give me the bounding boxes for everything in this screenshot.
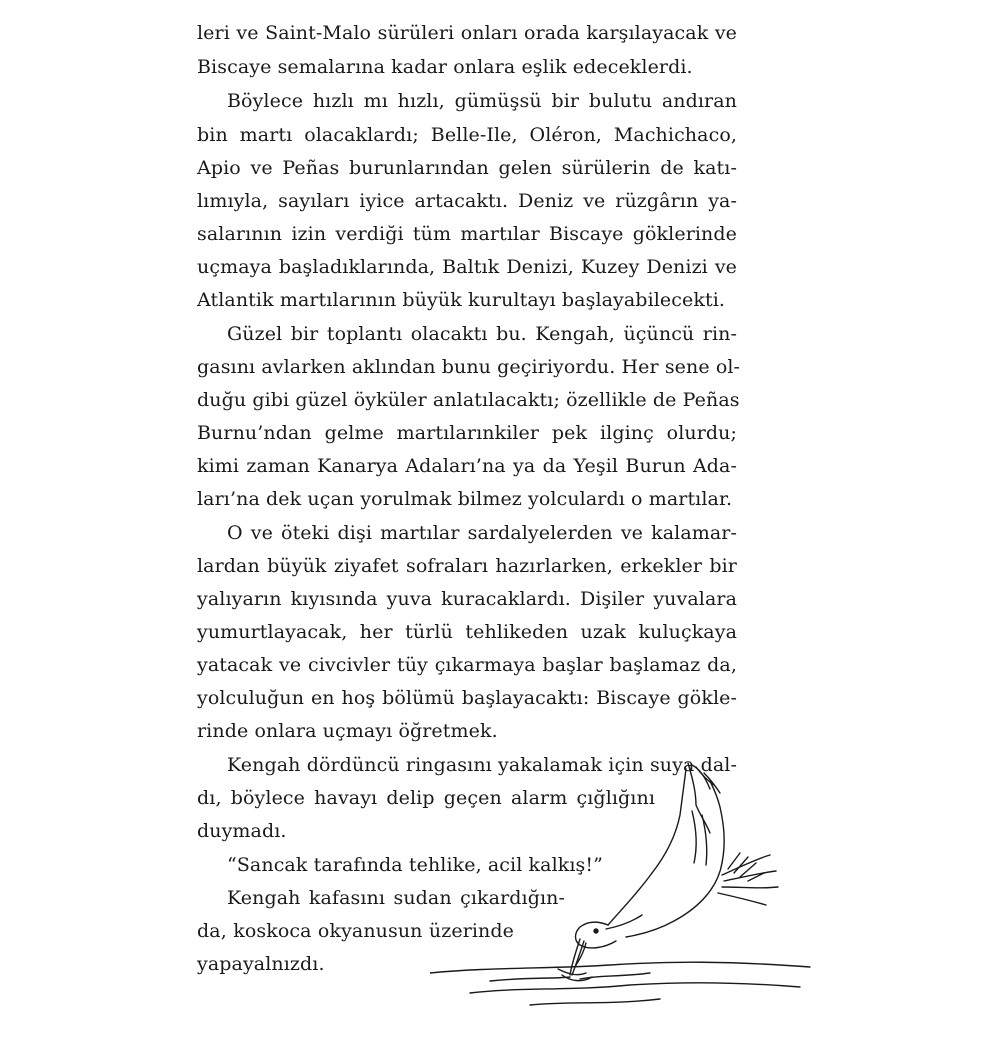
text-line-2: Biscaye semalarına kadar onlara eşlik edeceklerdi. — [197, 56, 693, 78]
text-line-17: lardan büyük ziyafet sofraları hazırlarken, erkekler bir — [197, 555, 737, 577]
text-line-7: salarının izin verdiği tüm martılar Biscaye göklerinde — [197, 223, 737, 245]
text-line-27: Kengah kafasını sudan çıkardığın- — [227, 887, 565, 909]
text-line-23: Kengah dördüncü ringasını yakalamak için suya dal- — [227, 754, 737, 776]
text-line-1: leri ve Saint-Malo sürüleri onları orada karşılayacak ve — [197, 22, 737, 44]
text-line-8: uçmaya başladıklarında, Baltık Denizi, Kuzey Denizi ve — [197, 256, 737, 278]
text-line-9: Atlantik martılarının büyük kurultayı başlayabilecekti. — [197, 289, 726, 311]
text-line-5: Apio ve Peñas burunlarından gelen sürülerin de katı- — [197, 157, 737, 179]
text-line-12: duğu gibi güzel öyküler anlatılacaktı; özellikle de Peñas — [197, 389, 740, 411]
text-line-26: “Sancak tarafında tehlike, acil kalkış!” — [227, 854, 603, 876]
text-line-22: rinde onlara uçmayı öğretmek. — [197, 720, 498, 742]
text-line-16: O ve öteki dişi martılar sardalyelerden ve kalamar- — [227, 522, 737, 544]
text-line-29: yapayalnızdı. — [197, 953, 325, 975]
text-line-24: dı, böylece havayı delip geçen alarm çığlığını — [197, 787, 655, 809]
text-line-14: kimi zaman Kanarya Adaları’na ya da Yeşil Burun Ada- — [197, 455, 737, 477]
text-line-6: lımıyla, sayıları iyice artacaktı. Deniz ve rüzgârın ya- — [197, 190, 737, 212]
text-line-20: yatacak ve civcivler tüy çıkarmaya başlar başlamaz da, — [197, 654, 737, 676]
text-line-15: ları’na dek uçan yorulmak bilmez yolculardı o martılar. — [197, 488, 733, 510]
text-line-11: gasını avlarken aklından bunu geçiriyordu. Her sene ol- — [197, 356, 741, 378]
text-line-19: yumurtlayacak, her türlü tehlikeden uzak kuluçkaya — [197, 621, 737, 643]
text-line-4: bin martı olacaklardı; Belle-Ile, Oléron, Machichaco, — [197, 124, 737, 146]
text-line-13: Burnu’ndan gelme martılarınkiler pek ilginç olurdu; — [197, 422, 737, 444]
text-line-25: duymadı. — [197, 820, 287, 842]
text-line-21: yolculuğun en hoş bölümü başlayacaktı: Biscaye gökle- — [197, 687, 737, 709]
text-line-3: Böylece hızlı mı hızlı, gümüşsü bir bulutu andıran — [227, 90, 737, 112]
text-line-18: yalıyarın kıyısında yuva kuracaklardı. Dişiler yuvalara — [197, 588, 737, 610]
text-line-28: da, koskoca okyanusun üzerinde — [197, 920, 514, 942]
text-line-10: Güzel bir toplantı olacaktı bu. Kengah, üçüncü rin- — [227, 323, 737, 345]
diving-seagull-illustration — [430, 755, 820, 1015]
